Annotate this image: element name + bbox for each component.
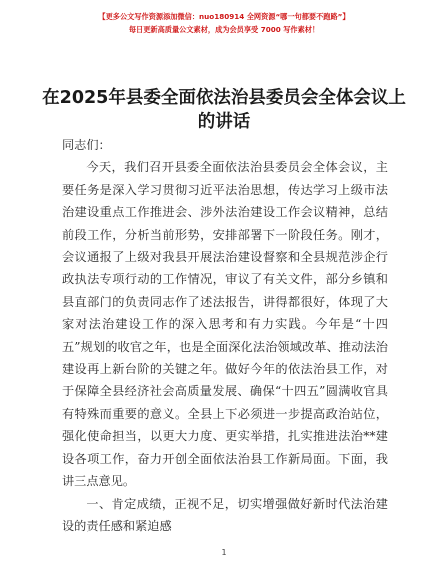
document-title: 在2025年县委全面依法治县委员会全体会议上的讲话 xyxy=(42,88,406,132)
promo-banner-line-1: 【更多公文写作资源添加微信：nuo180914 全网资源“哪一句都要不跑路”】 xyxy=(98,12,350,21)
promo-banner xyxy=(0,10,448,36)
document-body xyxy=(62,134,388,537)
promo-banner-line-2: 每日更新高质量公文素材，成为会员享受 7000 写作素材！ xyxy=(128,25,320,34)
page-number: 1 xyxy=(221,548,227,557)
section-heading-1: 一、肯定成绩，正视不足，切实增强做好新时代法治建设的责任感和紧迫感 xyxy=(62,496,388,533)
salutation: 同志们： xyxy=(62,138,111,152)
body-paragraph-1: 今天，我们召开县委全面依法治县委员会全体会议，主要任务是深入学习贯彻习近平法治思想，传达学习上级市法治建设重点工作推进会、涉外法治建设工作会议精神，总结前段工作，分析当前形势，安排部署下一阶段任务。刚才，会议通报了上级对我县开展法治建设督察和全县规范涉企行政执法专项行动的工作情况，审议了有关文件，部分乡镇和县直部门的负责同志作了述法报告，讲得都很好，体现了大家对法治建设工作的深入思考和有力实践。今年是“十四五”规划的收官之年，也是全面深化法治领域改革、推动法治建设再上新台阶的关键之年。做好今年的依法治县工作，对于保障全县经济社会高质量发展、确保“十四五”圆满收官具有特殊而重要的意义。全县上下必须进一步提高政治站位，强化使命担当，以更大力度、更实举措，扎实推进法治**建设各项工作，奋力开创全面依法治县工作新局面。下面，我讲三点意见。 xyxy=(62,160,388,489)
